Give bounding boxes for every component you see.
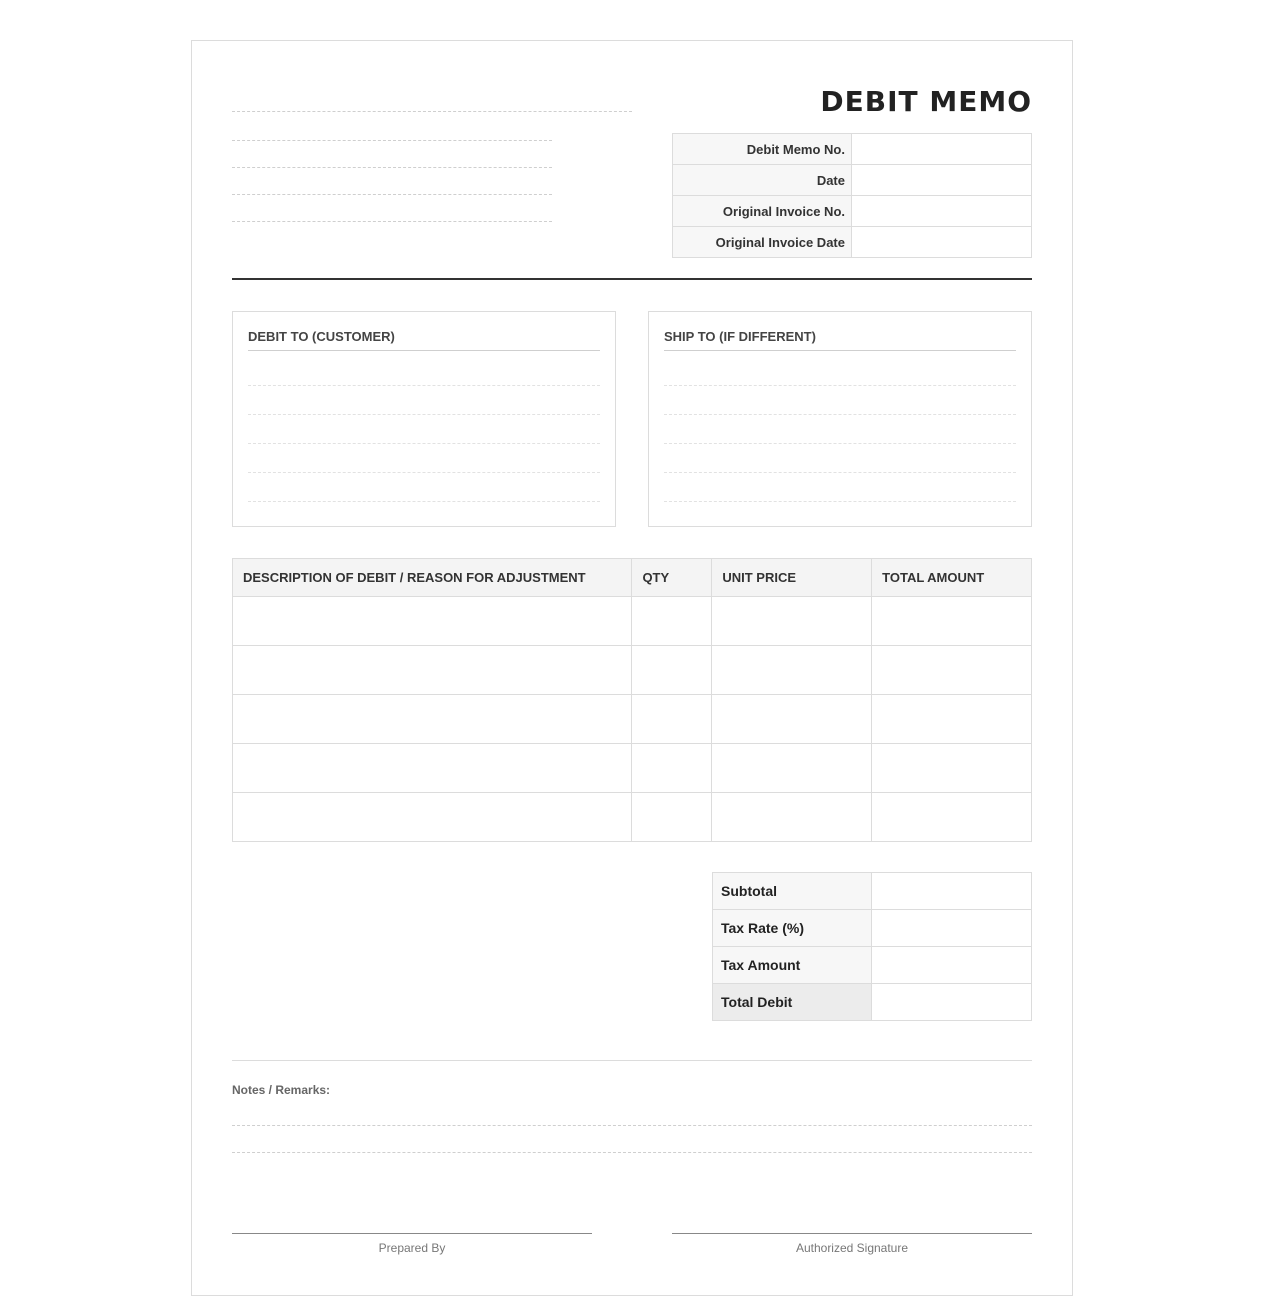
meta-label: Date — [673, 165, 852, 196]
debit-memo-sheet — [191, 40, 1073, 1296]
total-amount-cell[interactable] — [872, 793, 1032, 842]
memo-details-table — [672, 133, 1032, 258]
unit-price-cell[interactable] — [712, 744, 872, 793]
line-items-table — [232, 558, 1032, 842]
company-address-line-3[interactable] — [232, 194, 552, 195]
debit-to-line-1[interactable] — [248, 385, 600, 386]
debit-memo-number-field[interactable] — [852, 134, 1032, 165]
authorized-signature-line[interactable] — [672, 1233, 1032, 1255]
tax-amount-value-field[interactable] — [872, 947, 1032, 984]
table-row — [233, 646, 1032, 695]
total-debit-row — [713, 984, 1032, 1021]
subtotal-label: Subtotal — [713, 873, 872, 910]
unit-price-cell[interactable] — [712, 597, 872, 646]
notes-line-1[interactable] — [232, 1125, 1032, 1126]
column-header-total-amount: TOTAL AMOUNT — [872, 559, 1032, 597]
column-header-unit-price: UNIT PRICE — [712, 559, 872, 597]
qty-cell[interactable] — [632, 793, 712, 842]
tax-rate-label: Tax Rate (%) — [713, 910, 872, 947]
table-header-row — [233, 559, 1032, 597]
authorized-signature-label: Authorized Signature — [795, 1241, 909, 1255]
meta-label: Original Invoice No. — [673, 196, 852, 227]
ship-to-line-5[interactable] — [664, 501, 1016, 502]
unit-price-cell[interactable] — [712, 793, 872, 842]
description-cell[interactable] — [233, 793, 632, 842]
notes-divider — [232, 1060, 1032, 1061]
notes-line-2[interactable] — [232, 1152, 1032, 1153]
tax-rate-row — [713, 910, 1032, 947]
ship-to-line-2[interactable] — [664, 414, 1016, 415]
subtotal-value-field[interactable] — [872, 873, 1032, 910]
company-name-line[interactable] — [232, 111, 632, 112]
ship-to-heading: SHIP TO (IF DIFFERENT) — [664, 329, 1016, 351]
totals-table — [712, 872, 1032, 1021]
total-debit-value-field[interactable] — [872, 984, 1032, 1021]
tax-amount-label: Tax Amount — [713, 947, 872, 984]
total-debit-label: Total Debit — [713, 984, 872, 1021]
qty-cell[interactable] — [632, 597, 712, 646]
qty-cell[interactable] — [632, 744, 712, 793]
company-address-line-2[interactable] — [232, 167, 552, 168]
subtotal-row — [713, 873, 1032, 910]
meta-row — [673, 134, 1032, 165]
company-address-line-4[interactable] — [232, 221, 552, 222]
meta-row — [673, 196, 1032, 227]
table-row — [233, 597, 1032, 646]
table-row — [233, 744, 1032, 793]
ship-to-line-3[interactable] — [664, 443, 1016, 444]
unit-price-cell[interactable] — [712, 646, 872, 695]
tax-amount-row — [713, 947, 1032, 984]
description-cell[interactable] — [233, 695, 632, 744]
debit-to-line-4[interactable] — [248, 472, 600, 473]
meta-row — [673, 165, 1032, 196]
column-header-qty: QTY — [632, 559, 712, 597]
ship-to-box — [648, 311, 1032, 527]
document-title: DEBIT MEMO — [820, 85, 1032, 118]
unit-price-cell[interactable] — [712, 695, 872, 744]
debit-to-line-2[interactable] — [248, 414, 600, 415]
table-row — [233, 793, 1032, 842]
column-header-description: DESCRIPTION OF DEBIT / REASON FOR ADJUSTMENT — [233, 559, 632, 597]
meta-label: Debit Memo No. — [673, 134, 852, 165]
total-amount-cell[interactable] — [872, 744, 1032, 793]
prepared-by-label: Prepared By — [378, 1241, 446, 1255]
ship-to-line-4[interactable] — [664, 472, 1016, 473]
original-invoice-number-field[interactable] — [852, 196, 1032, 227]
debit-to-line-5[interactable] — [248, 501, 600, 502]
company-address-line-1[interactable] — [232, 140, 552, 141]
qty-cell[interactable] — [632, 646, 712, 695]
table-row — [233, 695, 1032, 744]
total-amount-cell[interactable] — [872, 597, 1032, 646]
ship-to-line-1[interactable] — [664, 385, 1016, 386]
total-amount-cell[interactable] — [872, 695, 1032, 744]
description-cell[interactable] — [233, 744, 632, 793]
date-field[interactable] — [852, 165, 1032, 196]
prepared-by-signature-line[interactable] — [232, 1233, 592, 1255]
original-invoice-date-field[interactable] — [852, 227, 1032, 258]
meta-label: Original Invoice Date — [673, 227, 852, 258]
description-cell[interactable] — [233, 646, 632, 695]
tax-rate-value-field[interactable] — [872, 910, 1032, 947]
meta-row — [673, 227, 1032, 258]
description-cell[interactable] — [233, 597, 632, 646]
debit-to-heading: DEBIT TO (CUSTOMER) — [248, 329, 600, 351]
debit-to-box — [232, 311, 616, 527]
notes-label: Notes / Remarks: — [232, 1083, 331, 1097]
qty-cell[interactable] — [632, 695, 712, 744]
debit-to-line-3[interactable] — [248, 443, 600, 444]
total-amount-cell[interactable] — [872, 646, 1032, 695]
header-divider — [232, 278, 1032, 280]
